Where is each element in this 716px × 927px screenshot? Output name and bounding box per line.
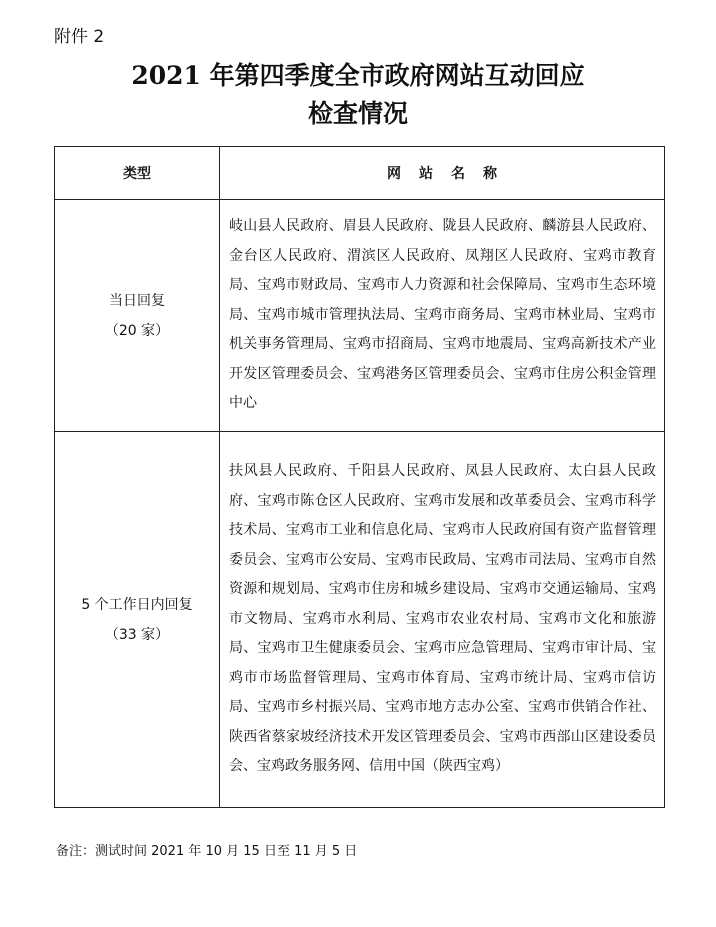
table-row [55,200,665,432]
footnote: 备注：测试时间 2021 年 10 月 15 日至 11 月 5 日 [56,844,358,859]
document-title-line2: 检查情况 [307,99,408,128]
category-label: 5 个工作日内回复 [81,596,193,613]
category-count: （33 家） [104,626,170,643]
attachment-label: 附件 2 [54,27,105,47]
header-site-names: 网站名称 [220,147,665,200]
category-cell [55,432,220,808]
table-row [55,432,665,808]
table-header-row [55,147,665,200]
header-type: 类型 [55,147,220,200]
site-names-cell: 岐山县人民政府、眉县人民政府、陇县人民政府、麟游县人民政府、金台区人民政府、渭滨区人民政府、凤翔区人民政府、宝鸡市教育局、宝鸡市财政局、宝鸡市人力资源和社会保障局、宝鸡市生态环境局、宝鸡市城市管理执法局、宝鸡市商务局、宝鸡市林业局、宝鸡市机关事务管理局、宝鸡市招商局、宝鸡市地震局、宝鸡高新技术产业开发区管理委员会、宝鸡港务区管理委员会、宝鸡市住房公积金管理中心 [220,200,665,432]
category-label: 当日回复 [109,292,165,309]
inspection-table [54,146,665,808]
category-count: （20 家） [104,322,170,339]
category-cell [55,200,220,432]
site-names-cell: 扶风县人民政府、千阳县人民政府、凤县人民政府、太白县人民政府、宝鸡市陈仓区人民政府、宝鸡市发展和改革委员会、宝鸡市科学技术局、宝鸡市工业和信息化局、宝鸡市人民政府国有资产监督管理委员会、宝鸡市公安局、宝鸡市民政局、宝鸡市司法局、宝鸡市自然资源和规划局、宝鸡市住房和城乡建设局、宝鸡市交通运输局、宝鸡市文物局、宝鸡市水利局、宝鸡市农业农村局、宝鸡市文化和旅游局、宝鸡市卫生健康委员会、宝鸡市应急管理局、宝鸡市审计局、宝鸡市市场监督管理局、宝鸡市体育局、宝鸡市统计局、宝鸡市信访局、宝鸡市乡村振兴局、宝鸡市地方志办公室、宝鸡市供销合作社、陕西省蔡家坡经济技术开发区管理委员会、宝鸡市西部山区建设委员会、宝鸡政务服务网、信用中国（陕西宝鸡） [220,432,665,808]
document-title-line1: 2021 年第四季度全市政府网站互动回应 [131,61,585,90]
